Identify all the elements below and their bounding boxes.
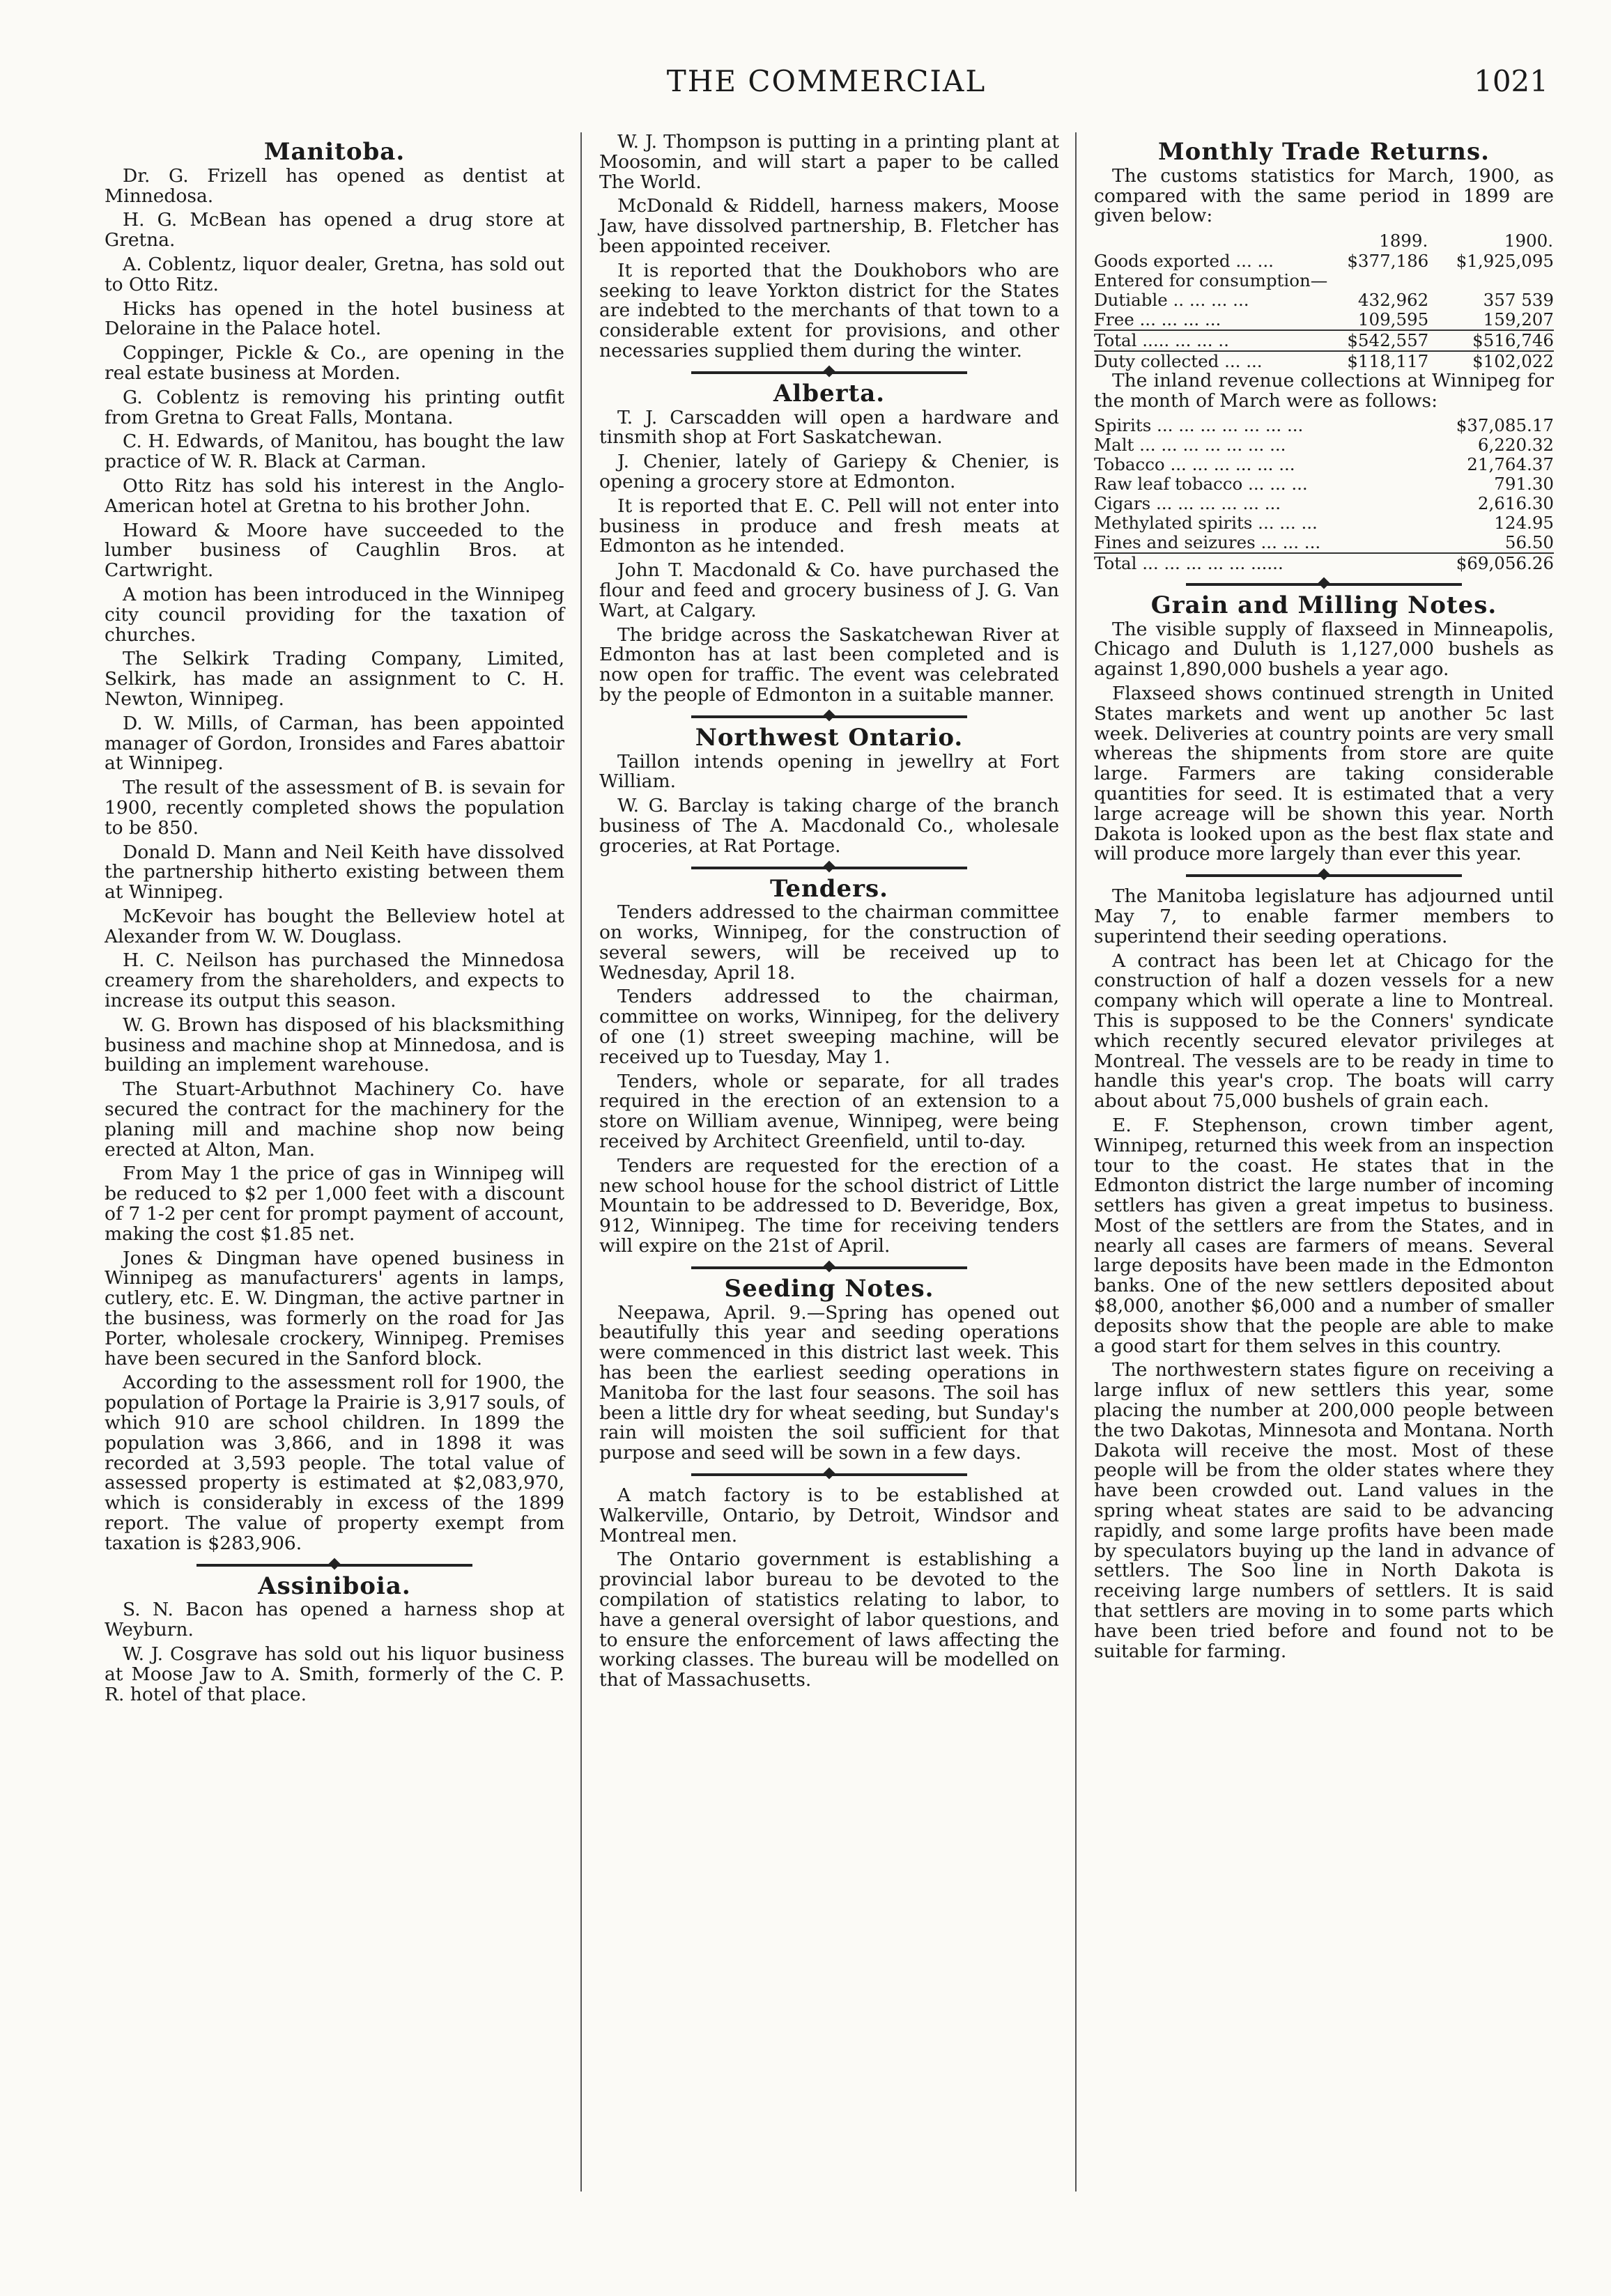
paragraph: W. G. Barclay is taking charge of the branch business of The A. Macdonald Co., wholesale groceries, at Rat Portage. [599,795,1059,857]
table-row: Malt ... ... ... ... ... ... ... 6,220.32 [1094,434,1554,455]
tail-paragraphs [599,1486,1059,1691]
page-header [105,64,1548,106]
paragraph: The northwestern states figure on receiving a large influx of new settlers this year, some placing the number at 200,000 people between the two Dakotas, Minnesota and Montana. North Dakota will receive the most. Most of these people will be from the older states where they have been crowded out. Land values in the spring wheat states are said to be advancing rapidly, and some large profits have been made by speculators buying up the land in advance of settlers. The Soo line in North Dakota is receiving large numbers of settlers. It is said that settlers are moving in to some parts which have been tried before and found not to be suitable for farming. [1094,1359,1554,1662]
paragraph: Flaxseed shows continued strength in United States markets and went up another 5c last week. Deliveries at country points are very small whereas the shipments from store are quite large. Farmers are taking considerable quantities for seed. It is estimated that a very large acreage will be shown this year. North Dakota is looked upon as the best flax state and will produce more largely than ever this year. [1094,682,1554,865]
table-row: Total ... ... ... ... ... ...... $69,056.26 [1094,552,1554,573]
alberta-paragraphs [599,408,1059,706]
paragraph: A motion has been introduced in the Winnipeg city council providing for the taxation of churches. [105,583,564,646]
column-2 [599,132,1059,1695]
paragraph: The visible supply of flaxseed in Minneapolis, Chicago and Duluth is 1,127,000 bushels as against 1,890,000 bushels a year ago. [1094,618,1554,681]
section-heading-manitoba: Manitoba. [263,138,406,166]
column-rule-2 [1075,132,1077,2192]
section-heading-nwontario: Northwest Ontario. [695,723,964,752]
paragraph: It is reported that the Doukhobors who are seeking to leave Yorkton district for the States are indebted to the merchants of that town to a considerable extent for provisions, and other necessaries supplied them during the winter. [599,259,1059,362]
paragraph: E. F. Stephenson, crown timber agent, Winnipeg, returned this week from an inspection tour to the coast. He states that in the Edmonton district the large number of incoming settlers has given a great impetus to business. Most of the settlers are from the States, and in nearly all cases are farmers of means. Several large deposits have been made in the Edmonton banks. One of the new settlers deposited about $8,000, another $6,000 and a number of smaller deposits show that the people are able to make a good start for them selves in this country. [1094,1114,1554,1357]
trade-intro: The customs statistics for March, 1900, as compared with the same period in 1899 are given below: [1094,164,1554,227]
paragraph: W. G. Brown has disposed of his blacksmithing business and machine shop at Minnedosa, and is building an implement warehouse. [105,1014,564,1076]
page-number: 1021 [1474,64,1548,98]
section-heading-tenders: Tenders. [769,874,889,903]
table-row: Fines and seizures ... ... ... 56.50 [1094,532,1554,552]
paragraph: Dr. G. Frizell has opened as dentist at Minnedosa. [105,164,564,207]
section-heading-trade: Monthly Trade Returns. [1158,138,1490,166]
paragraph: Taillon intends opening in jewellry at Fort William. [599,750,1059,793]
table-row: Spirits ... ... ... ... ... ... ... $37,085.17 [1094,414,1554,435]
table-row: Goods exported ... ... $377,186 $1,925,095 [1094,251,1554,272]
section-divider [691,371,967,374]
paragraph: C. H. Edwards, of Manitou, has bought the law practice of W. R. Black at Carman. [105,430,564,473]
paragraph: Tenders addressed to the chairman, committee on works, Winnipeg, for the delivery of one (1) street sweeping machine, will be received up to Tuesday, May 1. [599,986,1059,1068]
paragraph: Tenders addressed to the chairman committee on works, Winnipeg, for the construction of several sewers, will be received up to Wednesday, April 18. [599,901,1059,984]
section-divider [691,715,967,718]
paragraph: The bridge across the Saskatchewan River at Edmonton has at last been completed and is now open for traffic. The event was celebrated by the people of Edmonton in a suitable manner. [599,623,1059,706]
year-header: 1899. [1379,231,1428,251]
inland-table [1094,416,1554,573]
section-divider [196,1564,472,1567]
section-divider [691,1266,967,1269]
paragraph: Donald D. Mann and Neil Keith have dissolved the partnership hitherto existing between them at Winnipeg. [105,841,564,903]
column-rule-1 [580,132,582,2192]
table-row: Methylated spirits ... ... ... 124.95 [1094,512,1554,533]
paragraph: The Manitoba legislature has adjourned until May 7, to enable farmer members to superintend their seeding operations. [1094,885,1554,947]
paragraph: Jones & Dingman have opened business in Winnipeg as manufacturers' agents in lamps, cutlery, etc. E. W. Dingman, the active partner in the business, was formerly on the road for Jas Porter, wholesale crockery, Winnipeg. Premises have been secured in the Sanford block. [105,1247,564,1370]
year-header: 1900. [1504,231,1553,251]
paragraph: Howard & Moore have succeeded to the lumber business of Caughlin Bros. at Cartwright. [105,519,564,582]
paragraph: Tenders, whole or separate, for all trades required in the erection of an extension to a store on William avenue, Winnipeg, were being received by Architect Greenfield, until to-day. [599,1070,1059,1153]
paragraph: Hicks has opened in the hotel business at Deloraine in the Palace hotel. [105,297,564,340]
paragraph: Otto Ritz has sold his interest in the Anglo-American hotel at Gretna to his brother John. [105,474,564,517]
paragraph: W. J. Thompson is putting in a printing plant at Moosomin, and will start a paper to be called The World. [599,131,1059,193]
table-row: Duty collected ... ... $118,117 $102,022 [1094,351,1554,372]
paragraph: The result of the assessment of B. is sevain for 1900, recently completed shows the population to be 850. [105,777,564,839]
tenders-paragraphs [599,903,1059,1257]
paragraph: G. Coblentz is removing his printing outfit from Gretna to Great Falls, Montana. [105,386,564,428]
paragraph: McDonald & Riddell, harness makers, Moose Jaw, have dissolved partnership, B. Fletcher has been appointed receiver. [599,195,1059,257]
paragraph: J. Chenier, lately of Gariepy & Chenier, is opening a grocery store at Edmonton. [599,451,1059,492]
paragraph: It is reported that E. C. Pell will not enter into business in produce and fresh meats at Edmonton as he intended. [599,495,1059,557]
paragraph: A contract has been let at Chicago for the construction of half a dozen vessels for a new company which will operate a line to Montreal. This is supposed to be the Conners' syndicate which recently secured elevator privileges at Montreal. The vessels are to be ready in time to handle this year's crop. The boats will carry about about 75,000 bushels of grain each. [1094,949,1554,1112]
paragraph: From May 1 the price of gas in Winnipeg will be reduced to $2 per 1,000 feet with a discount of 7 1-2 per cent for prompt payment of account, making the cost $1.85 net. [105,1163,564,1245]
table-row: Raw leaf tobacco ... ... ... 791.30 [1094,473,1554,494]
masthead-title: THE COMMERCIAL [666,64,987,98]
table-row: Total ..... ... ... .. $542,557 $516,746 [1094,330,1554,351]
section-heading-alberta: Alberta. [773,379,886,408]
paragraph: T. J. Carscadden will open a hardware and tinsmith shop at Fort Saskatchewan. [599,406,1059,449]
paragraph: H. C. Neilson has purchased the Minnedosa creamery from the shareholders, and expects to increase its output this season. [105,949,564,1012]
nwontario-paragraphs [599,752,1059,857]
paragraph: The Stuart-Arbuthnot Machinery Co. have secured the contract for the machinery for the planing mill and machine shop now being erected at Alton, Man. [105,1078,564,1161]
lead-paragraphs [599,132,1059,362]
column-1 [105,132,564,1709]
grain-paragraphs [1094,620,1554,865]
customs-table [1094,231,1554,371]
paragraph: According to the assessment roll for 1900, the population of Portage la Prairie is 3,917 souls, of which 910 are school children. In 1899 the population was 3,866, and in 1898 it was recorded at 3,593 people. The total value of assessed property is estimated at $2,083,970, which is considerably in excess of the 1899 report. The value of property exempt from taxation is $283,906. [105,1372,564,1554]
paragraph: The Selkirk Trading Company, Limited, Selkirk, has made an assignment to C. H. Newton, Winnipeg. [105,648,564,710]
paragraph: McKevoir has bought the Belleview hotel at Alexander from W. W. Douglass. [105,905,564,947]
table-row: Cigars ... ... ... ... ... ... 2,616.30 [1094,492,1554,513]
section-divider [691,1473,967,1476]
paragraph: A match factory is to be established at Walkerville, Ontario, by Detroit, Windsor and Montreal men. [599,1484,1059,1546]
section-heading-assiniboia: Assiniboia. [258,1572,411,1600]
paragraph: Neepawa, April. 9.—Spring has opened out beautifully this year and seeding operations were commenced in this district last week. This has been the earliest seeding operations in Manitoba for the last four seasons. The soil has been a little dry for wheat seeding, but Sunday's rain will moisten the soil sufficient for that purpose and seed will be sown in a few days. [599,1301,1059,1464]
paragraph: A. Coblentz, liquor dealer, Gretna, has sold out to Otto Ritz. [105,253,564,295]
paragraph: John T. Macdonald & Co. have purchased the flour and feed and grocery business of J. G. Van Wart, at Calgary. [599,559,1059,621]
manitoba-paragraphs [105,166,564,1554]
column-3 [1094,132,1554,1666]
table-row: Dutiable .. ... ... ... 432,962 357 539 [1094,290,1554,311]
table-row: Entered for consumption— [1094,270,1328,291]
section-heading-grain: Grain and Milling Notes. [1150,591,1497,619]
paragraph: Tenders are requested for the erection of a new school house for the school district of Little Mountain to be addressed to D. Beveridge, Box, 912, Winnipeg. The time for receiving tenders will expire on the 21st of April. [599,1154,1059,1257]
paragraph: S. N. Bacon has opened a harness shop at Weyburn. [105,1599,564,1641]
section-heading-seeding: Seeding Notes. [724,1274,934,1303]
table-row: Tobacco ... ... ... ... ... ... 21,764.37 [1094,453,1554,474]
section-divider [1186,583,1462,586]
col3-tail-paragraphs [1094,887,1554,1661]
assiniboia-paragraphs [105,1600,564,1705]
section-divider [691,867,967,869]
paragraph: D. W. Mills, of Carman, has been appointed manager of Gordon, Ironsides and Fares abattoir at Winnipeg. [105,712,564,775]
inland-intro: The inland revenue collections at Winnipeg for the month of March were as follows: [1094,370,1554,412]
section-divider [1186,874,1462,877]
table-row: Free ... ... ... ... 109,595 159,207 [1094,309,1554,330]
paragraph: W. J. Cosgrave has sold out his liquor business at Moose Jaw to A. Smith, formerly of the C. P. R. hotel of that place. [105,1643,564,1705]
paragraph: H. G. McBean has opened a drug store at Gretna. [105,209,564,251]
seeding-paragraphs [599,1303,1059,1464]
paragraph: The Ontario government is establishing a provincial labor bureau to be devoted to the compilation of statistics relating to labor, to have a general oversight of labor questions, and to ensure the enforcement of laws affecting the working classes. The bureau will be modelled on that of Massachusetts. [599,1549,1059,1691]
paragraph: Coppinger, Pickle & Co., are opening in the real estate business at Morden. [105,342,564,384]
